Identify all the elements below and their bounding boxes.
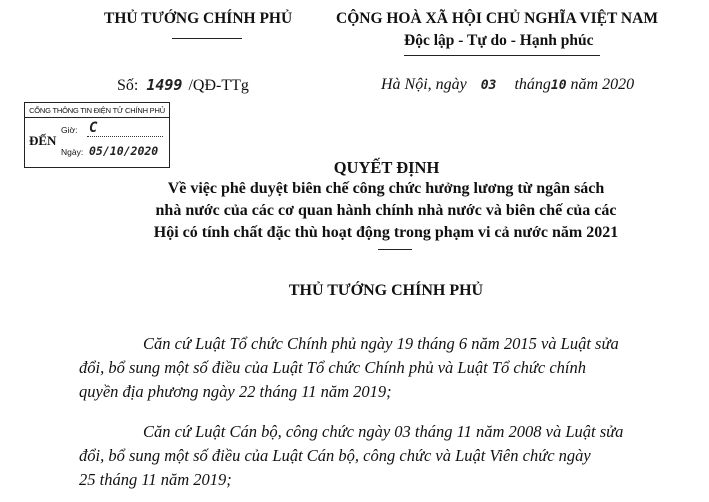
subject-line: nhà nước của các cơ quan hành chính nhà nước và biên chế của các — [155, 202, 617, 219]
decision-title: QUYẾT ĐỊNH — [333, 158, 440, 177]
year-text: năm 2020 — [570, 76, 635, 93]
document-number — [117, 76, 249, 95]
motto-underline — [404, 55, 600, 56]
date-prefix: Hà Nội, ngày — [381, 76, 467, 93]
subject-line: Về việc phê duyệt biên chế công chức hưởng lương từ ngân sách — [167, 180, 605, 197]
subject-underline — [378, 249, 412, 250]
paragraph-line: quyền địa phương ngày 22 tháng 11 năm 2019; — [79, 382, 392, 401]
paragraph-line: đổi, bổ sung một số điều của Luật Cán bộ, công chức và Luật Viên chức ngày — [79, 446, 591, 465]
paragraph-line: 25 tháng 11 năm 2019; — [79, 470, 232, 489]
subject-line: Hội có tính chất đặc thù hoạt động trong phạm vi cả nước năm 2021 — [153, 224, 619, 241]
paragraph-line: Căn cứ Luật Tổ chức Chính phủ ngày 19 tháng 6 năm 2015 và Luật sửa — [143, 334, 619, 353]
stamp-gio-dots — [87, 136, 163, 137]
legal-basis-paragraph — [79, 420, 691, 492]
month-handwritten: 10 — [550, 78, 567, 93]
stamp-divider — [25, 117, 169, 118]
stamp-ngay-label: Ngày: — [61, 147, 84, 157]
paragraph-line: Căn cứ Luật Cán bộ, công chức ngày 03 tháng 11 năm 2008 và Luật sửa — [143, 422, 624, 441]
authority-heading: THỦ TƯỚNG CHÍNH PHỦ — [288, 282, 484, 299]
legal-basis-paragraph — [79, 332, 691, 404]
motto: Độc lập - Tự do - Hạnh phúc — [404, 32, 594, 49]
number-suffix: /QĐ-TTg — [188, 77, 249, 94]
issuer-name: THỦ TƯỚNG CHÍNH PHỦ — [104, 10, 293, 27]
stamp-gio-value: C — [89, 120, 98, 136]
number-handwritten: 1499 — [146, 76, 183, 94]
stamp-title: CỔNG THÔNG TIN ĐIỆN TỬ CHÍNH PHỦ — [29, 106, 165, 115]
month-label: tháng — [514, 76, 551, 93]
day-handwritten: 03 — [480, 78, 497, 93]
issue-date — [381, 76, 634, 94]
issuer-underline — [172, 38, 242, 39]
decision-subject — [96, 178, 676, 244]
stamp-gio-label: Giờ: — [61, 125, 78, 135]
stamp-den: ĐẾN — [29, 133, 57, 148]
paragraph-line: đổi, bổ sung một số điều của Luật Tổ chức Chính phủ và Luật Tổ chức chính — [79, 358, 587, 377]
number-prefix: Số: — [117, 77, 139, 94]
stamp-ngay-value: 05/10/2020 — [89, 144, 159, 158]
country-name: CỘNG HOÀ XÃ HỘI CHỦ NGHĨA VIỆT NAM — [336, 10, 658, 27]
